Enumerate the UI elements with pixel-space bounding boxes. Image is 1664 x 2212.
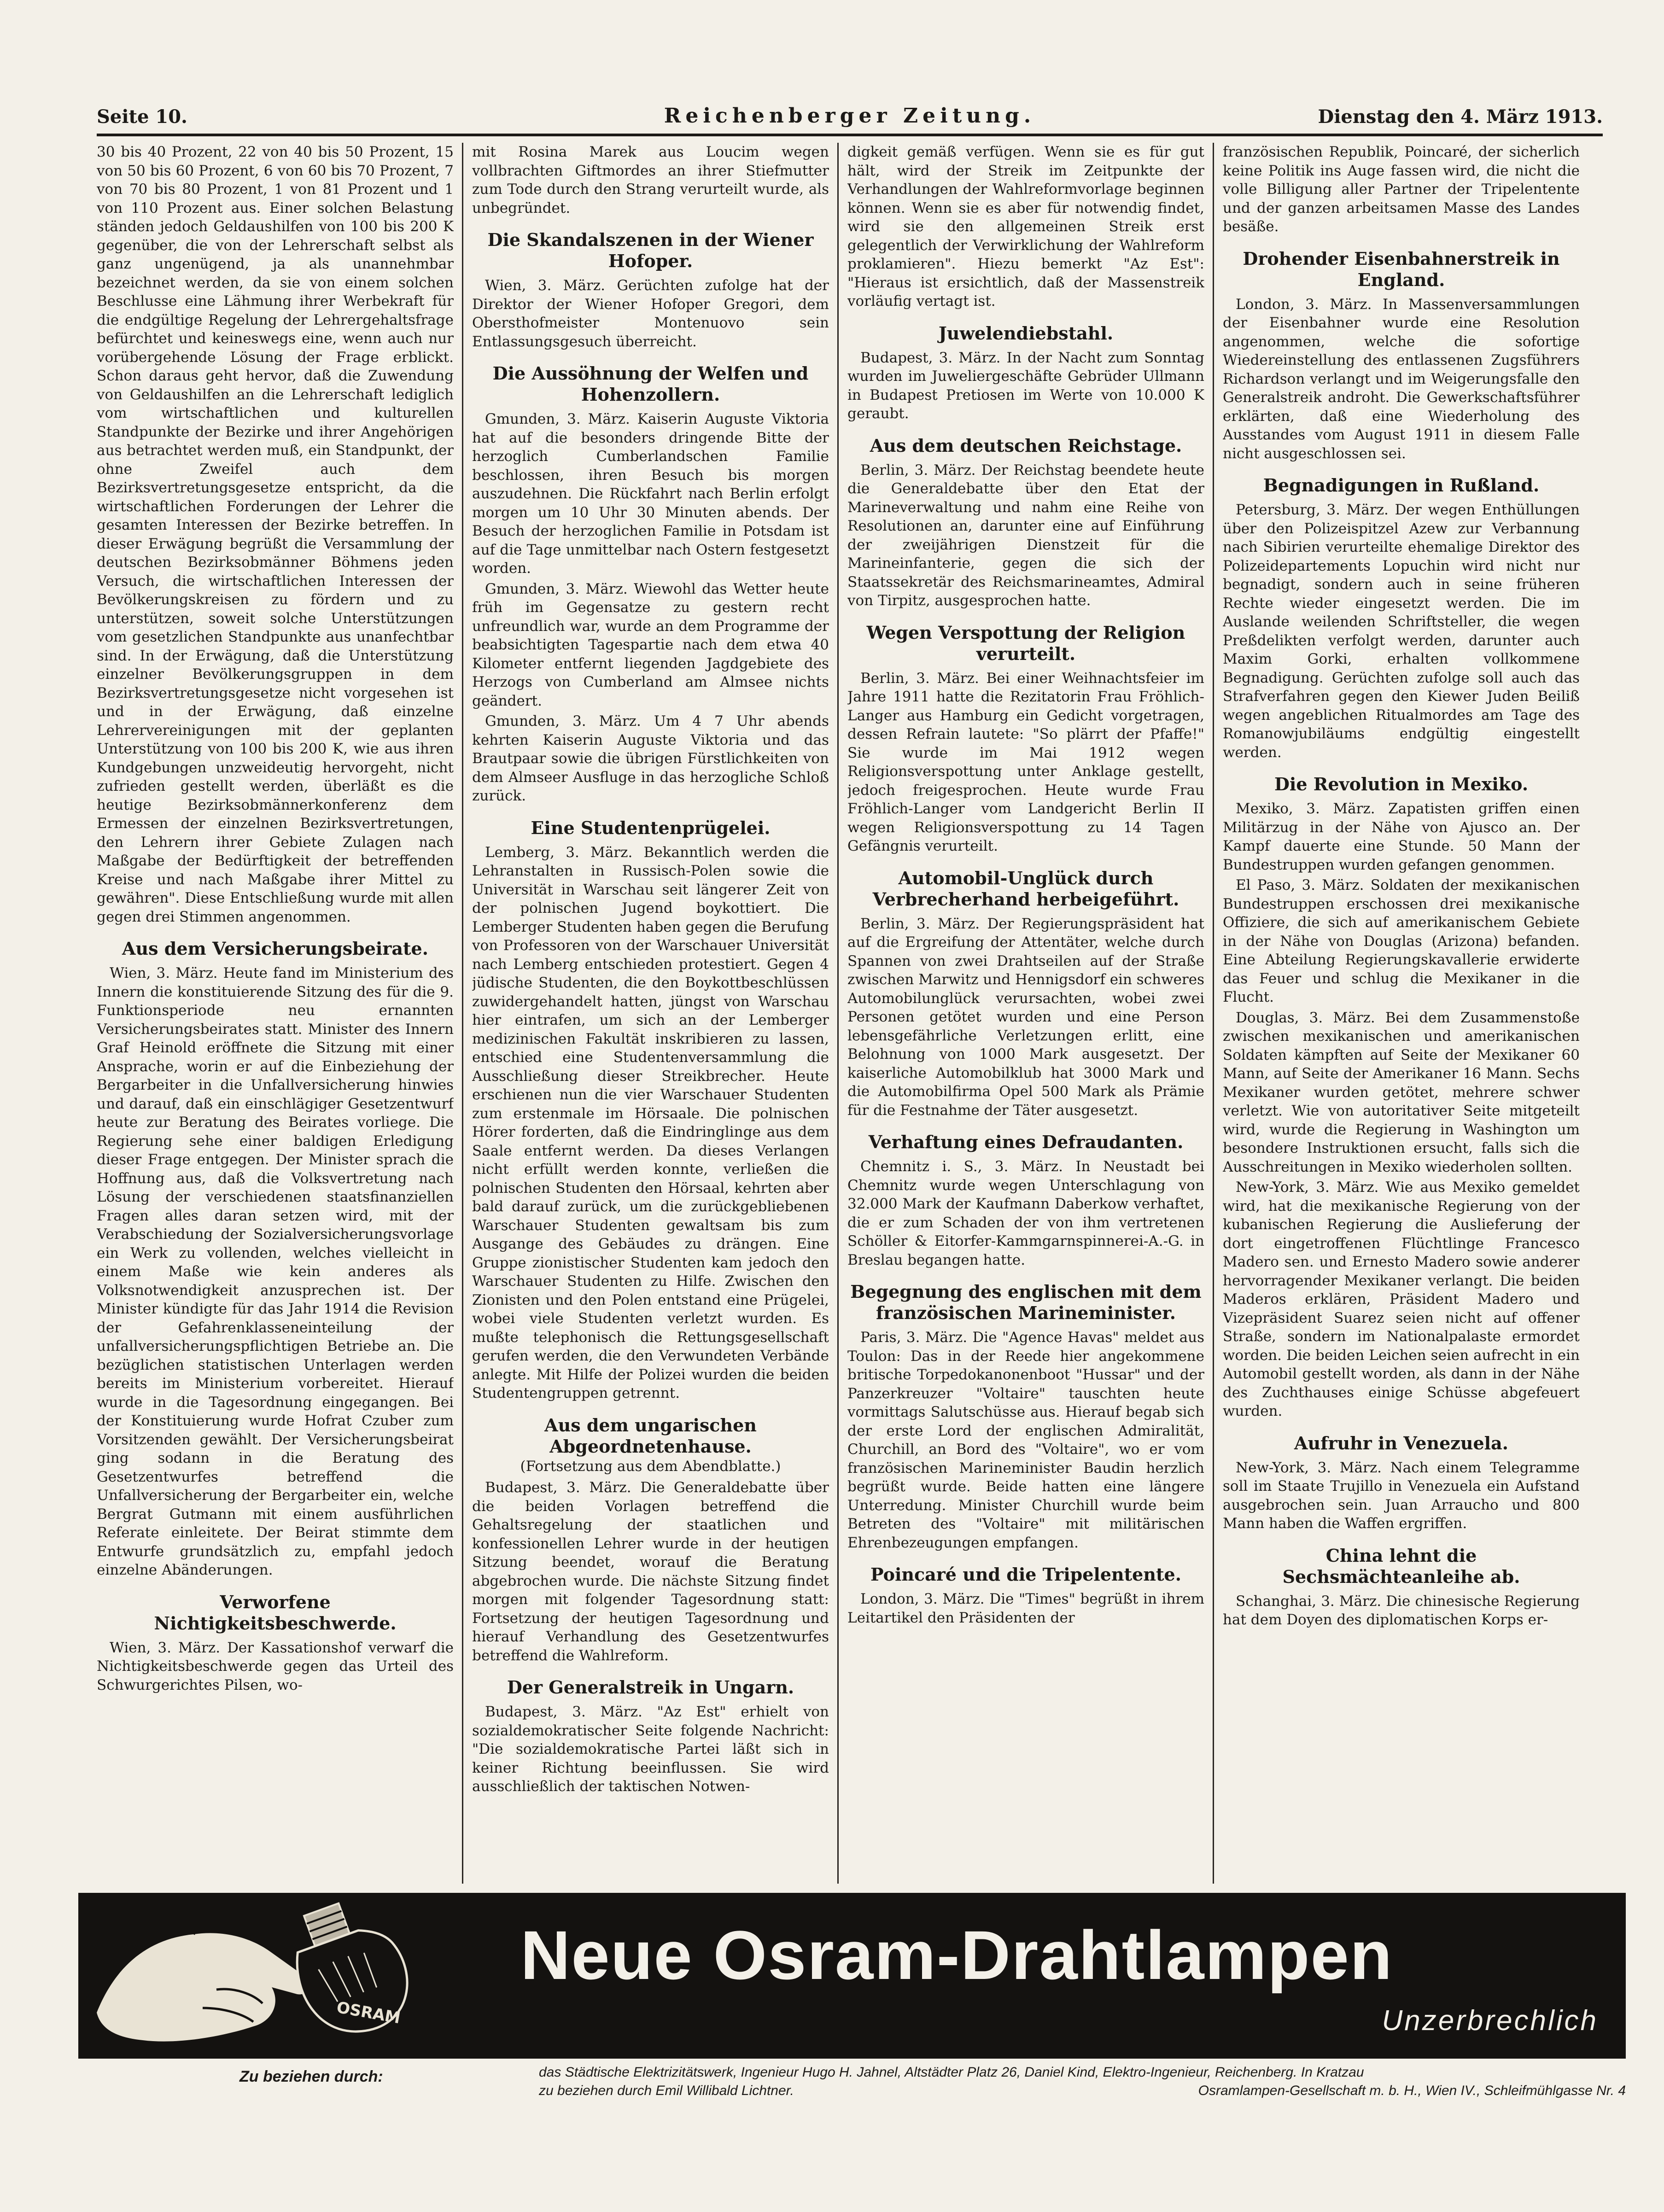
article-heading: Juwelendiebstahl. — [938, 322, 1114, 344]
article-text: Chemnitz i. S., 3. März. In Neustadt bei Chemnitz wurde wegen Unterschlagung von 32.000 Mark der Kaufmann Daberkow verhaftet, die er zum Schaden der von ihm vertretenen Schöller & Eitorfer-Kammgarnspinnerei-A.-G. in Breslau begangen hatte. — [847, 1158, 1204, 1268]
ad-dealers-line: das Städtische Elektrizitätswerk, Ingenieur Hugo H. Jahnel, Altstädter Platz 26, Daniel Kind, Elektro-Ingenieur, Reichenberg. In Kratzau — [539, 2065, 1364, 2080]
article-heading: Die Revolution in Mexiko. — [1274, 774, 1529, 794]
osram-advertisement — [78, 1893, 1626, 2132]
ad-banner — [78, 1893, 1626, 2059]
article-heading: Automobil-Unglück durch Verbrecherhand herbeigeführt. — [872, 867, 1179, 910]
masthead: Reichenberger Zeitung. — [664, 104, 1036, 128]
ad-bezug-label: Zu beziehen durch: — [239, 2068, 383, 2085]
article-heading: Verhaftung eines Defraudanten. — [868, 1132, 1184, 1152]
article-text: New-York, 3. März. Nach einem Telegramme soll im Staate Trujillo in Venezuela ein Aufstand ausgebrochen sein. Juan Arraucho und 800 Mann haben die Waffen ergriffen. — [1223, 1459, 1580, 1532]
article-text: Berlin, 3. März. Der Reichstag beendete heute die Generaldebatte über den Etat der Marineverwaltung und nahm eine Reihe von Resolutionen an, darunter eine auf Einführung der zweijährigen Dienstzeit für die Marineinfanterie, gegen die sich der Staatssekretär des Reichsmarineamtes, Admiral von Tirpitz, ausgesprochen hatte. — [847, 461, 1204, 609]
column-3 — [847, 143, 1204, 1884]
column-divider — [837, 143, 839, 1884]
ad-title: Neue Osram-Drahtlampen — [520, 1916, 1393, 1994]
article-text: Wien, 3. März. Heute fand im Ministerium des Innern die konstituierende Sitzung des für die 9. Funktionsperiode neu ernannten Versicherungsbeirates statt. Minister des Innern Graf Heinold eröffnete die Sitzung mit einer Ansprache, worin er auf die Einbeziehung der Bergarbeiter in die Unfallversicherung hinwies und darauf, daß ein einschlägiger Gesetzentwurf heute zur Beratung des Beirates vorliege. Die Regierung sehe einer baldigen Erledigung dieser Frage entgegen. Der Minister sprach die Hoffnung aus, daß die Volksvertretung nach Lösung der verschiedenen staatsfinanziellen Fragen alles daran setzen wird, mit der Verabschiedung der Sozialversicherungsvorlage ein Werk zu vollenden, welches vielleicht in einem Maße wie kein anderes als Volksnotwendigkeit anzusprechen ist. Der Minister kündigte für das Jahr 1914 die Revision der Gefahrenklasseneinteilung der unfallversicherungspflichtigen Betriebe an. Die bezüglichen statistischen Unterlagen werden bereits im Ministerium vorbereitet. Hierauf wurde in die Tagesordnung eingegangen. Bei der Konstituierung wurde Hofrat Czuber zum Vorsitzenden gewählt. Der Versicherungsbeirat ging sodann in die Beratung des Gesetzentwurfes betreffend die Unfallversicherung der Bergarbeiter ein, welche Bergrat Gutmann mit einem ausführlichen Referate einleitete. Der Beirat stimmte dem Entwurfe grundsätzlich zu, empfahl jedoch einzelne Abänderungen. — [97, 965, 454, 1578]
hand-with-bulb-icon — [88, 1897, 493, 2054]
article-heading: Wegen Verspottung der Religion verurteilt. — [866, 622, 1185, 664]
header-rule — [97, 134, 1603, 136]
article-text: Petersburg, 3. März. Der wegen Enthüllungen über den Polizeispitzel Azew zur Verbannung nach Sibirien verurteilte ehemalige Direktor des Polizeidepartements Lopuchin wird nicht nur begnadigt, sondern auch in seine früheren Rechte wieder eingesetzt werden. Die im Auslande weilenden Schriftsteller, die wegen Preßdelikten verfolgt werden, darunter auch Maxim Gorki, erhalten vollkommene Begnadigung. Gerüchten zufolge soll auch das Strafverfahren gegen den Kiewer Juden Beiliß wegen angeblichen Ritualmordes am Tage des Romanowjubiläums endgültig eingestellt werden. — [1223, 502, 1580, 761]
article-text: Mexiko, 3. März. Zapatisten griffen einen Militärzug in der Nähe von Ajusco an. Der Kampf dauerte eine Stunde. 50 Mann der Bundestruppen wurden gefangen genommen. — [1223, 800, 1580, 873]
article-text: Wien, 3. März. Gerüchten zufolge hat der Direktor der Wiener Hofoper Gregori, dem Obersthofmeister Montenuovo sein Entlassungsgesuch überreicht. — [472, 277, 829, 350]
article-text: London, 3. März. In Massenversammlungen der Eisenbahner wurde eine Resolution angenommen, welche die sofortige Wiedereinstellung des entlassenen Zugsführers Richardson verlangt und im Weigerungsfalle den Generalstreik androht. Die Gewerkschaftsführer erklärten, daß eine Wiederholung des Ausstandes vom August 1911 in diesem Falle nicht ausgeschlossen sei. — [1223, 296, 1580, 462]
article-text: Gmunden, 3. März. Wiewohl das Wetter heute früh im Gegensatze zu gestern recht unfreundlich war, wurde an dem Programme der beabsichtigten Tagespartie nach dem etwa 40 Kilometer entfernt liegenden Jagdgebiete des Herzogs von Cumberland am Almsee nichts geändert. — [472, 580, 829, 709]
article-heading: Aus dem deutschen Reichstage. — [870, 435, 1182, 456]
article-text: mit Rosina Marek aus Loucim wegen vollbrachten Giftmordes an ihrer Stiefmutter zum Tode durch den Strang verurteilt wurde, als unbegründet. — [472, 144, 829, 216]
ad-subtitle: Unzerbrechlich — [1382, 2005, 1598, 2037]
ad-dealers-row — [539, 2082, 1626, 2100]
page-header — [97, 101, 1603, 134]
article-text: Gmunden, 3. März. Um 4 7 Uhr abends kehrten Kaiserin Auguste Viktoria und das Brautpaar sowie die übrigen Fürstlichkeiten von dem Almseer Ausfluge in das herzogliche Schloß zurück. — [472, 713, 829, 804]
article-text: Gmunden, 3. März. Kaiserin Auguste Viktoria hat auf die besonders dringende Bitte der herzoglich Cumberlandschen Familie beschlossen, ihren Besuch bis morgen auszudehnen. Die Rückfahrt nach Berlin erfolgt morgen um 10 Uhr 30 Minuten abends. Der Besuch der herzoglichen Familie in Potsdam ist auf die Tage unmittelbar nach Ostern festgesetzt worden. — [472, 411, 829, 577]
article-heading: China lehnt die Sechsmächteanleihe ab. — [1282, 1545, 1520, 1587]
article-heading: Begegnung des englischen mit dem französischen Marineminister. — [850, 1281, 1202, 1323]
ad-dealers-line: Osramlampen-Gesellschaft m. b. H., Wien IV., Schleifmühlgasse Nr. 4 — [1198, 2083, 1626, 2098]
article-text: Wien, 3. März. Der Kassationshof verwarf die Nichtigkeitsbeschwerde gegen das Urteil des Schwurgerichtes Pilsen, wo- — [97, 1639, 454, 1693]
article-heading: Aufruhr in Venezuela. — [1294, 1432, 1508, 1453]
article-heading: Eine Studentenprügelei. — [531, 817, 771, 838]
article-text: digkeit gemäß verfügen. Wenn sie es für gut hält, wird der Streik im Zeitpunkte der Verhandlungen der Wahlreformvorlage beginnen können. Wenn sie es aber für notwendig findet, wird sie den allgemeinen Streik erst gelegentlich der Verwirklichung der Wahlreform proklamieren". Hiezu bemerkt "Az Est": "Hieraus ist ersichtlich, daß der Massenstreik vorläufig vertagt ist. — [847, 144, 1204, 309]
article-text: Schanghai, 3. März. Die chinesische Regierung hat dem Doyen des diplomatischen Korps er- — [1223, 1593, 1580, 1628]
article-text: London, 3. März. Die "Times" begrüßt in ihrem Leitartikel den Präsidenten der — [847, 1591, 1204, 1626]
article-text: Budapest, 3. März. Die Generaldebatte über die beiden Vorlagen betreffend die Gehaltsregelung der staatlichen und konfessionellen Lehrer wurde in der heutigen Sitzung beendet, worauf die Beratung abgebrochen wurde. Die nächste Sitzung findet morgen mit folgender Tagesordnung statt: Fortsetzung der heutigen Tagesordnung und hierauf Verhandlung des Gesetzentwurfes betreffend die Wahlreform. — [472, 1479, 829, 1664]
article-text: New-York, 3. März. Wie aus Mexiko gemeldet wird, hat die mexikanische Regierung von der kubanischen Regierung die Auslieferung der dort eingetroffenen Flüchtlinge Francesco Madero sen. und Ernesto Madero sowie anderer hervorragender Mexikaner verlangt. Die beiden Maderos erklären, Präsident Madero und Vizepräsident Suarez seien nicht auf offener Straße, sondern im Nationalpalaste ermordet worden. Die beiden Leichen seien aufrecht in ein Automobil gestellt worden, als dann in der Nähe des Zuchthauses einige Schüsse abgefeuert wurden. — [1223, 1179, 1580, 1419]
article-heading: Die Aussöhnung der Welfen und Hohenzollern. — [492, 363, 809, 405]
issue-date: Dienstag den 4. März 1913. — [1318, 106, 1603, 128]
article-text: Douglas, 3. März. Bei dem Zusammenstoße zwischen mexikanischen und amerikanischen Soldaten kämpften auf Seite der Mexikaner 60 Mann, auf Seite der Amerikaner 16 Mann. Sechs Mexikaner wurden getötet, mehrere schwer verletzt. Wie von autoritativer Seite mitgeteilt wird, wurde die Regierung in Washington um besondere Instruktionen ersucht, falls sich die Ausschreitungen in Mexiko wiederholen sollten. — [1223, 1009, 1580, 1175]
column-2 — [472, 143, 829, 1884]
column-divider — [462, 143, 463, 1884]
page-number: Seite 10. — [97, 106, 187, 128]
article-text: El Paso, 3. März. Soldaten der mexikanischen Bundestruppen erschossen drei mexikanische Offiziere, die sich auf amerikanischem Gebiete in der Nähe von Douglas (Arizona) befanden. Eine Abteilung Regierungskavallerie erwiderte das Feuer und schlug die Mexikaner in die Flucht. — [1223, 877, 1580, 1005]
column-4 — [1223, 143, 1580, 1884]
article-text: Budapest, 3. März. In der Nacht zum Sonntag wurden im Juweliergeschäfte Gebrüder Ullmann in Budapest Pretiosen im Werte von 10.000 K geraubt. — [847, 349, 1204, 422]
article-text: 30 bis 40 Prozent, 22 von 40 bis 50 Prozent, 15 von 50 bis 60 Prozent, 6 von 60 bis 70 Prozent, 7 von 70 bis 80 Prozent, 1 von 81 Prozent und 1 von 110 Prozent aus. Einer solchen Belastung ständen jedoch Geldaushilfen von 100 bis 200 K gegenüber, die von der Lehrerschaft selbst als ganz ungenügend, ja als unannehmbar bezeichnet werden, da sie von einem solchen Beschlusse eine Lähmung ihrer Werbekraft für die endgültige Regelung der Lehrergehaltsfrage befürchtet und keineswegs eine, wenn auch nur vorübergehende Lösung der Frage erblickt. Schon daraus geht hervor, daß die Zuwendung von Geldaushilfen an die Lehrerschaft lediglich vom wirtschaftlichen und kulturellen Standpunkte der Bezirke und ihrer Angehörigen aus betrachtet werden muß, ein Standpunkt, der ohne Zweifel auch dem Bezirksvertretungsgesetze entspricht, da die wirtschaftlichen Forderungen der Lehrer die gesamten Interessen der Bezirke betreffen. In dieser Erwägung begrüßt die Versammlung der deutschen Bezirksobmänner Böhmens jeden Versuch, die wirtschaftlichen Interessen der Bevölkerungskreisen zu fördern und zu unterstützen, soweit solche Unterstützungen vom gesetzlichen Standpunkte aus unanfechtbar sind. In der Erwägung, daß die Unterstützung einzelner Bevölkerungsgruppen in dem Bezirksvertretungsgesetze nicht vorgesehen ist und in der Erwägung, daß einzelne Lehrervereinigungen mit der geplanten Unterstützung von 100 bis 200 K, wie aus ihren Kundgebungen unzweideutig hervorgeht, nicht zufrieden gestellt werden, überläßt es die heutige Bezirksobmännerkonferenz dem Ermessen der einzelnen Bezirksvertretungen, den Lehrern ihrer Gebiete Zulagen nach Maßgabe der Bedürftigkeit der betreffenden Kreise und nach Maßgabe ihrer Mittel zu gewähren". Diese Entschließung wurde mit allen gegen drei Stimmen angenommen. — [97, 144, 454, 925]
article-heading: Die Skandalszenen in der Wiener Hofoper. — [487, 229, 814, 271]
newspaper-page — [60, 83, 1626, 2132]
bulb-label: OSRAM — [335, 1998, 402, 2028]
article-text: Paris, 3. März. Die "Agence Havas" meldet aus Toulon: Das in der Reede hier angekommene britische Torpedokanonenboot "Hussar" und der Panzerkreuzer "Voltaire" tauschten heute vormittags Salutschüsse aus. Hierauf begab sich der erste Lord der englischen Admiralität, Churchill, an Bord des "Voltaire", wo er vom französischen Marineminister Baudin herzlich begrüßt wurde. Beide hatten eine längere Unterredung. Minister Churchill wurde beim Betreten des "Voltaire" mit militärischen Ehrenbezeugungen empfangen. — [847, 1329, 1204, 1551]
article-heading: Der Generalstreik in Ungarn. — [507, 1677, 794, 1698]
article-heading: Begnadigungen in Rußland. — [1263, 475, 1540, 496]
article-heading: Verworfene Nichtigkeitsbeschwerde. — [154, 1591, 397, 1634]
column-divider — [1213, 143, 1214, 1884]
ad-dealers-line: zu beziehen durch Emil Willibald Lichtner. — [539, 2083, 794, 2098]
article-text: Budapest, 3. März. "Az Est" erhielt von sozialdemokratischer Seite folgende Nachricht: "Die sozialdemokratische Partei läßt sich in keiner Richtung beeinflussen. Sie wird ausschließlich der taktischen Notwen- — [472, 1704, 829, 1795]
ad-dealers — [539, 2063, 1626, 2100]
article-heading: Aus dem ungarischen Abgeordnetenhause. — [544, 1414, 757, 1457]
article-heading: Aus dem Versicherungsbeirate. — [122, 938, 428, 959]
article-text: französischen Republik, Poincaré, der sicherlich keine Politik ins Auge fassen wird, die nicht die volle Billigung aller Partner der Tripelentente und der ganzen arbeitsamen Masse des Landes besäße. — [1223, 144, 1580, 235]
article-subheading: (Fortsetzung aus dem Abendblatte.) — [520, 1458, 781, 1475]
column-1 — [97, 143, 454, 1884]
article-text: Berlin, 3. März. Bei einer Weihnachtsfeier im Jahre 1911 hatte die Rezitatorin Frau Fröhlich-Langer aus Hamburg ein Gedicht vorgetragen, dessen Refrain lautete: "So plärrt der Pfaffe!" Sie wurde im Mai 1912 wegen Religionsverspottung unter Anklage gestellt, jedoch freigesprochen. Heute wurde Frau Fröhlich-Langer vom Landgericht Berlin II wegen Religionsverspottung zu 14 Tagen Gefängnis verurteilt. — [847, 670, 1204, 854]
article-text: Lemberg, 3. März. Bekanntlich werden die Lehranstalten in Russisch-Polen sowie die Universität in Warschau seit längerer Zeit von der polnischen Jugend boykottiert. Die Lemberger Studenten haben gegen die Berufung von Professoren von der Warschauer Universität nach Lemberg entschieden protestiert. Gegen 4 jüdische Studenten, die den Boykottbeschlüssen zuwidergehandelt hatten, jüngst von Warschau hier eintrafen, um sich an der Lemberger medizinischen Fakultät inskribieren zu lassen, entschied eine Studentenversammlung die Ausschließung dieser Streikbrecher. Heute erschienen nun die vier Warschauer Studenten zum erstenmale im Hörsaale. Die polnischen Hörer forderten, daß die Eindringlinge aus dem Saale entfernt werden. Da dieses Verlangen nicht erfüllt werden konnte, verließen die polnischen Studenten den Hörsaal, kehrten aber bald darauf zurück, um die zurückgebliebenen Warschauer Studenten gewaltsam bis zum Ausgange des Gebäudes zu drängen. Eine Gruppe zionistischer Studenten kam jedoch den Warschauer Studenten zu Hilfe. Zwischen den Zionisten und den Polen entstand eine Prügelei, wobei viele Studenten verletzt wurden. Es mußte telephonisch die Rettungsgesellschaft gerufen werden, die den Verwundeten Verbände anlegte. Mit Hilfe der Polizei wurden die beiden Studentengruppen getrennt. — [472, 844, 829, 1401]
article-text: Berlin, 3. März. Der Regierungspräsident hat auf die Ergreifung der Attentäter, welche durch Spannen von zwei Drahtseilen auf der Straße zwischen Marwitz und Hennigsdorf ein schweres Automobilunglück verursachten, wobei zwei Personen getötet wurden und eine Person lebensgefährliche Verletzungen erlitt, eine Belohnung von 1000 Mark ausgesetzt. Der kaiserliche Automobilklub hat 3000 Mark und die Automobilfirma Opel 500 Mark als Prämie für die Festnahme der Täter ausgesetzt. — [847, 915, 1204, 1119]
article-heading: Poincaré und die Tripelentente. — [870, 1564, 1181, 1585]
article-heading: Drohender Eisenbahnerstreik in England. — [1243, 248, 1560, 290]
